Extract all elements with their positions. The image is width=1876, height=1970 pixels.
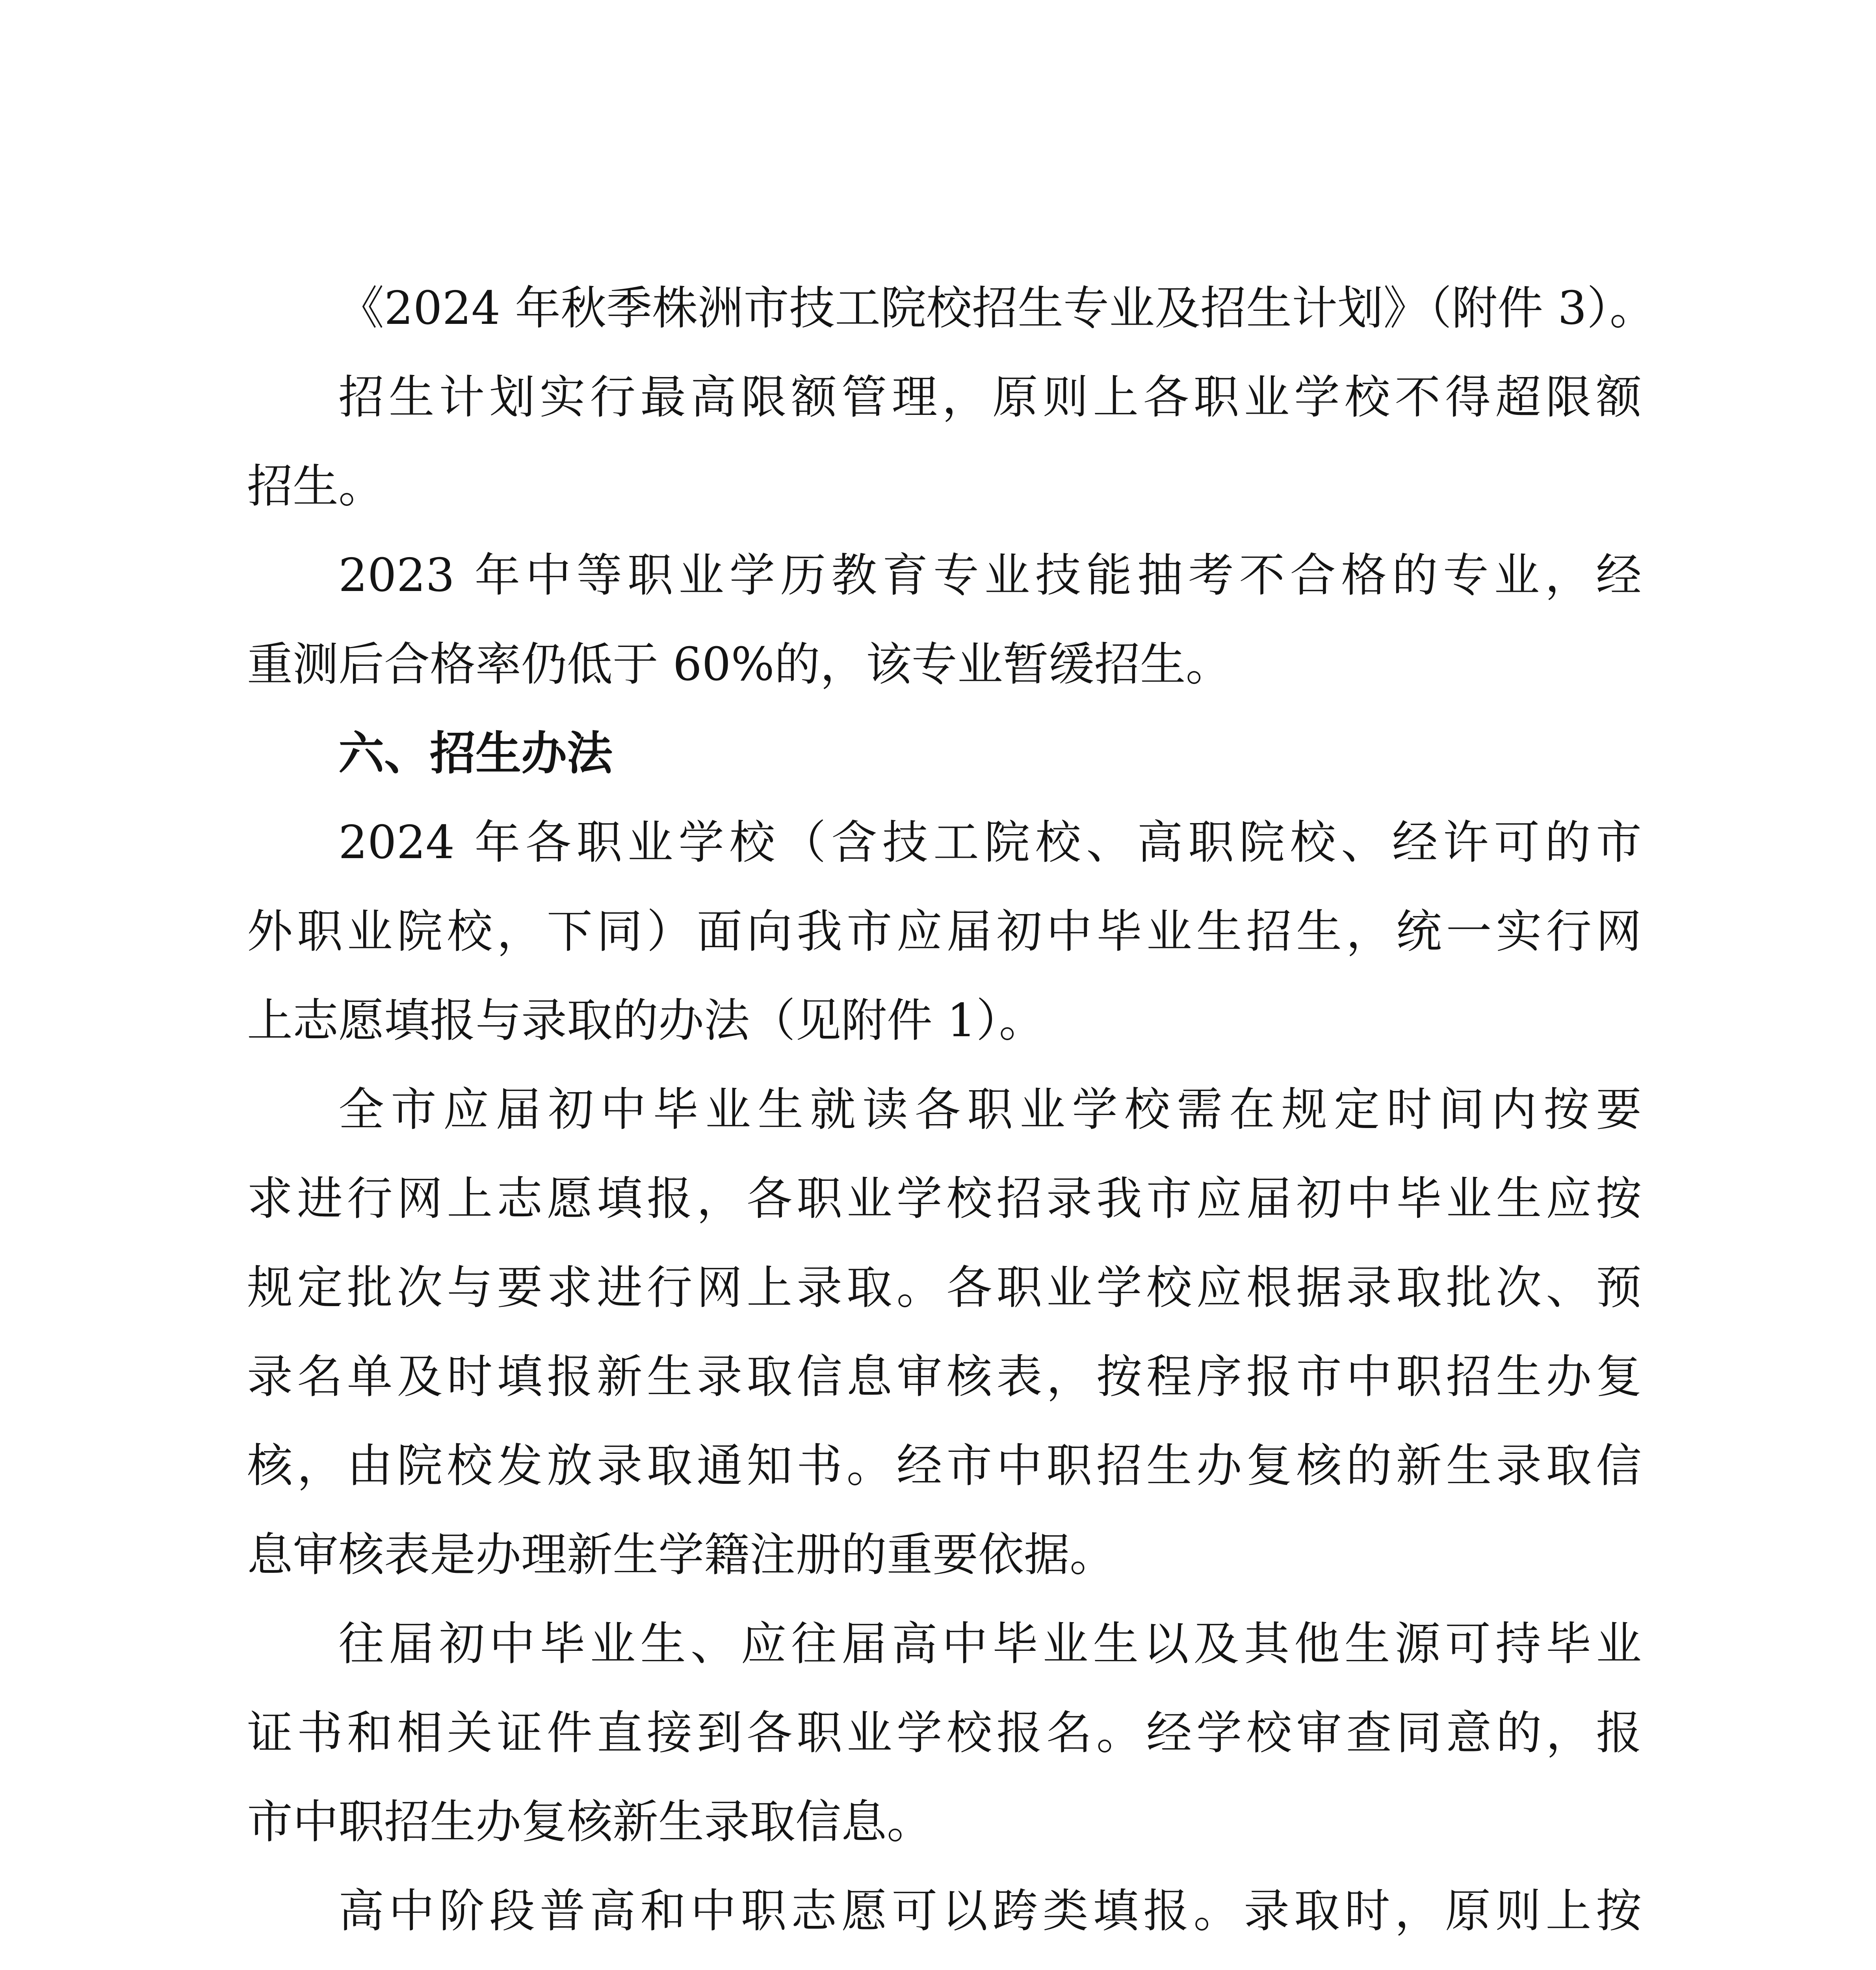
- text-line: 外职业院校，下同）面向我市应届初中毕业生招生，统一实行网: [247, 905, 1642, 958]
- text-line: 上志愿填报与录取的办法（见附件 1）。: [247, 994, 1045, 1047]
- text-line: 息审核表是办理新生学籍注册的重要依据。: [247, 1528, 1115, 1582]
- body-paragraph: [247, 264, 1655, 353]
- body-paragraph: [247, 1867, 1642, 1970]
- text-line: 《2024 年秋季株洲市技工院校招生专业及招生计划》（附件 3）。: [338, 282, 1655, 335]
- text-line: 往届初中毕业生、应往届高中毕业生以及其他生源可持毕业: [338, 1617, 1642, 1671]
- text-line: 求进行网上志愿填报，各职业学校招录我市应届初中毕业生应按: [247, 1172, 1642, 1225]
- text-line: 市中职招生办复核新生录取信息。: [247, 1795, 932, 1849]
- text-line: 高中阶段普高和中职志愿可以跨类填报。录取时，原则上按: [338, 1885, 1642, 1938]
- body-paragraph: [247, 1600, 1642, 1867]
- text-line: 证书和相关证件直接到各职业学校报名。经学校审查同意的，报: [247, 1706, 1642, 1760]
- body-paragraph: [247, 353, 1642, 531]
- text-line: 招生计划实行最高限额管理，原则上各职业学校不得超限额: [338, 371, 1642, 424]
- text-line: 规定批次与要求进行网上录取。各职业学校应根据录取批次、预: [247, 1261, 1642, 1314]
- text-line: 核，由院校发放录取通知书。经市中职招生办复核的新生录取信: [247, 1439, 1642, 1492]
- text-line: 2023 年中等职业学历教育专业技能抽考不合格的专业，经: [338, 549, 1642, 602]
- text-line: [247, 1956, 1642, 1970]
- section-heading: [247, 709, 1642, 798]
- text-line: 录名单及时填报新生录取信息审核表，按程序报市中职招生办复: [247, 1350, 1642, 1403]
- document-body: [247, 264, 1655, 1970]
- body-paragraph: [247, 531, 1642, 709]
- text-line: 六、招生办法: [338, 727, 613, 780]
- body-paragraph: [247, 1065, 1642, 1600]
- body-paragraph: [247, 798, 1642, 1065]
- text-line: 2024 年各职业学校（含技工院校、高职院校、经许可的市: [338, 816, 1642, 869]
- text-line: 招生。: [247, 460, 384, 513]
- text-line: 重测后合格率仍低于 60%的，该专业暂缓招生。: [247, 638, 1231, 691]
- text-line: 全市应届初中毕业生就读各职业学校需在规定时间内按要: [338, 1083, 1642, 1136]
